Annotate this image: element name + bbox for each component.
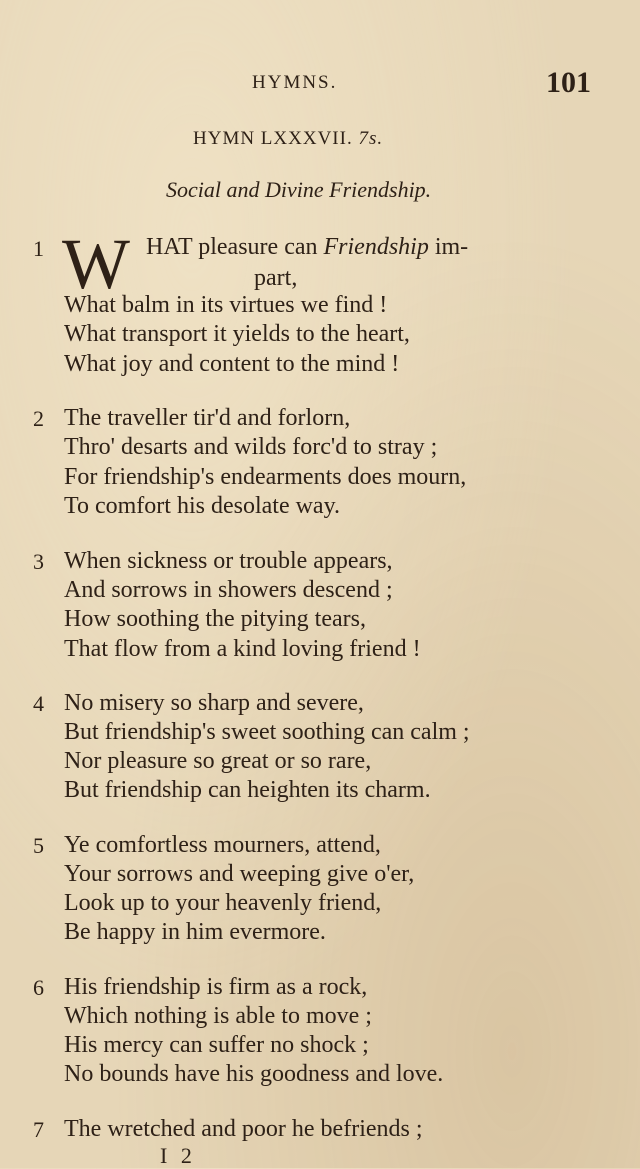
stanza-number: 4	[33, 691, 44, 716]
stanza-number: 3	[33, 549, 44, 574]
stanza-line: The traveller tir'd and forlorn,	[64, 405, 351, 431]
stanza-line: No misery so sharp and severe,	[64, 690, 364, 716]
stanza-line: But friendship can heighten its charm.	[64, 777, 431, 803]
stanza-line: Thro' desarts and wilds forc'd to stray ;	[64, 434, 438, 460]
stanza-line: To comfort his desolate way.	[64, 493, 341, 519]
stanza-line: What balm in its virtues we find !	[64, 292, 388, 318]
stanza-number: 5	[33, 833, 44, 858]
stanza-line: What transport it yields to the heart,	[64, 321, 410, 347]
stanza-line: Ye comfortless mourners, attend,	[64, 832, 381, 858]
stanza-line: How soothing the pitying tears,	[64, 606, 366, 632]
stanza-line: His mercy can suffer no shock ;	[64, 1032, 369, 1058]
stanza-line: His friendship is firm as a rock,	[64, 974, 368, 1000]
stanza-line: Which nothing is able to move ;	[64, 1003, 372, 1029]
stanza-line: And sorrows in showers descend ;	[64, 577, 393, 603]
stanza-line: Nor pleasure so great or so rare,	[64, 748, 372, 774]
stanza-line: Be happy in him evermore.	[64, 919, 326, 945]
hymn-subtitle: Social and Divine Friendship.	[166, 177, 432, 202]
stanza-line: Look up to your heavenly friend,	[64, 890, 382, 916]
hymn-meter: 7s.	[358, 128, 384, 149]
first-line-italic: Friendship	[323, 234, 429, 260]
stanza-line: Your sorrows and weeping give o'er,	[64, 861, 415, 887]
stanza-line: But friendship's sweet soothing can calm ;	[64, 719, 470, 745]
stanza-line: No bounds have his goodness and love.	[64, 1061, 444, 1087]
first-line-tail: im-	[434, 234, 469, 260]
hymn-title	[193, 128, 383, 150]
page-number: 101	[546, 66, 591, 99]
signature-mark: I 2	[160, 1143, 196, 1168]
drop-cap: W	[62, 224, 130, 304]
stanza-number: 2	[33, 406, 44, 431]
running-head: HYMNS.	[252, 72, 338, 93]
stanza-number: 7	[33, 1117, 44, 1142]
stanza-number: 1	[33, 236, 44, 261]
hymn-number: HYMN LXXXVII.	[193, 128, 353, 149]
first-line-text: HAT pleasure can	[146, 234, 318, 260]
stanza-line: That flow from a kind loving friend !	[64, 636, 421, 662]
stanza-line: For friendship's endearments does mourn,	[64, 464, 467, 490]
stanza-line: The wretched and poor he befriends ;	[64, 1116, 423, 1142]
stanza-line	[146, 234, 468, 261]
stanza-number: 6	[33, 975, 44, 1000]
stanza-line: What joy and content to the mind !	[64, 351, 400, 377]
stanza-line: When sickness or trouble appears,	[64, 548, 393, 574]
stanza-line-continuation: part,	[254, 265, 298, 291]
